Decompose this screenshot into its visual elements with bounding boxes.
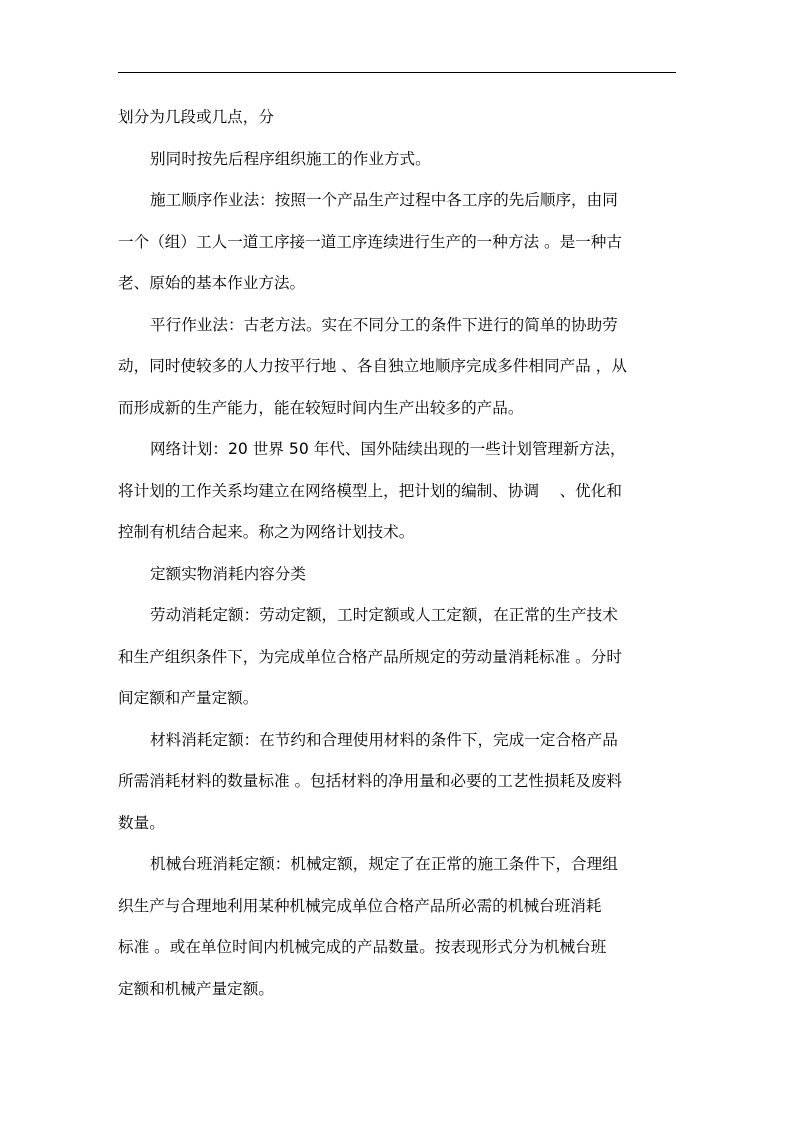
text-line: 劳动消耗定额：劳动定额，工时定额或人工定额，在正常的生产技术	[150, 606, 618, 624]
text-line: 平行作业法：古老方法。实在不同分工的条件下进行的简单的协助劳	[150, 315, 618, 334]
text-line: 所需消耗材料的数量标准 。包括材料的净用量和必要的工艺性损耗及废料	[118, 772, 622, 790]
text-line: 材料消耗定额：在节约和合理使用材料的条件下，完成一定合格产品	[150, 730, 618, 749]
text-line: 数量。	[118, 813, 165, 832]
text-line: 别同时按先后程序组织施工的作业方式。	[150, 149, 431, 168]
text-line: 施工顺序作业法：按照一个产品生产过程中各工序的先后顺序，由同	[150, 191, 618, 209]
text-line: 织生产与合理地利用某种机械完成单位合格产品所必需的机械台班消耗	[118, 896, 602, 915]
document-body	[118, 100, 678, 1013]
text-line: 划分为几段或几点，分	[118, 108, 274, 126]
text-line: 老、原始的基本作业方法。	[118, 274, 306, 292]
text-line: 控制有机结合起来。称之为网络计划技术。	[118, 523, 415, 541]
section-heading: 定额实物消耗内容分类	[150, 564, 306, 583]
text-line: 和生产组织条件下，为完成单位合格产品所规定的劳动量消耗标准 。分时	[118, 647, 622, 666]
text-line: 机械台班消耗定额：机械定额，规定了在正常的施工条件下，合理组	[150, 855, 618, 873]
text-line: 动，同时使较多的人力按平行地 、各自独立地顺序完成多件相同产品 ，从	[118, 357, 627, 375]
text-line: 而形成新的生产能力，能在较短时间内生产出较多的产品。	[118, 398, 524, 417]
text-line: 将计划的工作关系均建立在网络模型上，把计划的编制、协调 、优化和	[118, 481, 622, 500]
text-line: 间定额和产量定额。	[118, 689, 259, 707]
header-rule	[118, 72, 676, 73]
text-line: 标准 。或在单位时间内机械完成的产品数量。按表现形式分为机械台班	[118, 938, 607, 956]
text-line: 网络计划：20 世界 50 年代、国外陆续出现的一些计划管理新方法，	[150, 440, 626, 458]
text-line: 定额和机械产量定额。	[118, 979, 274, 998]
text-line: 一个（组）工人一道工序接一道工序连续进行生产的一种方法 。是一种古	[118, 232, 622, 251]
